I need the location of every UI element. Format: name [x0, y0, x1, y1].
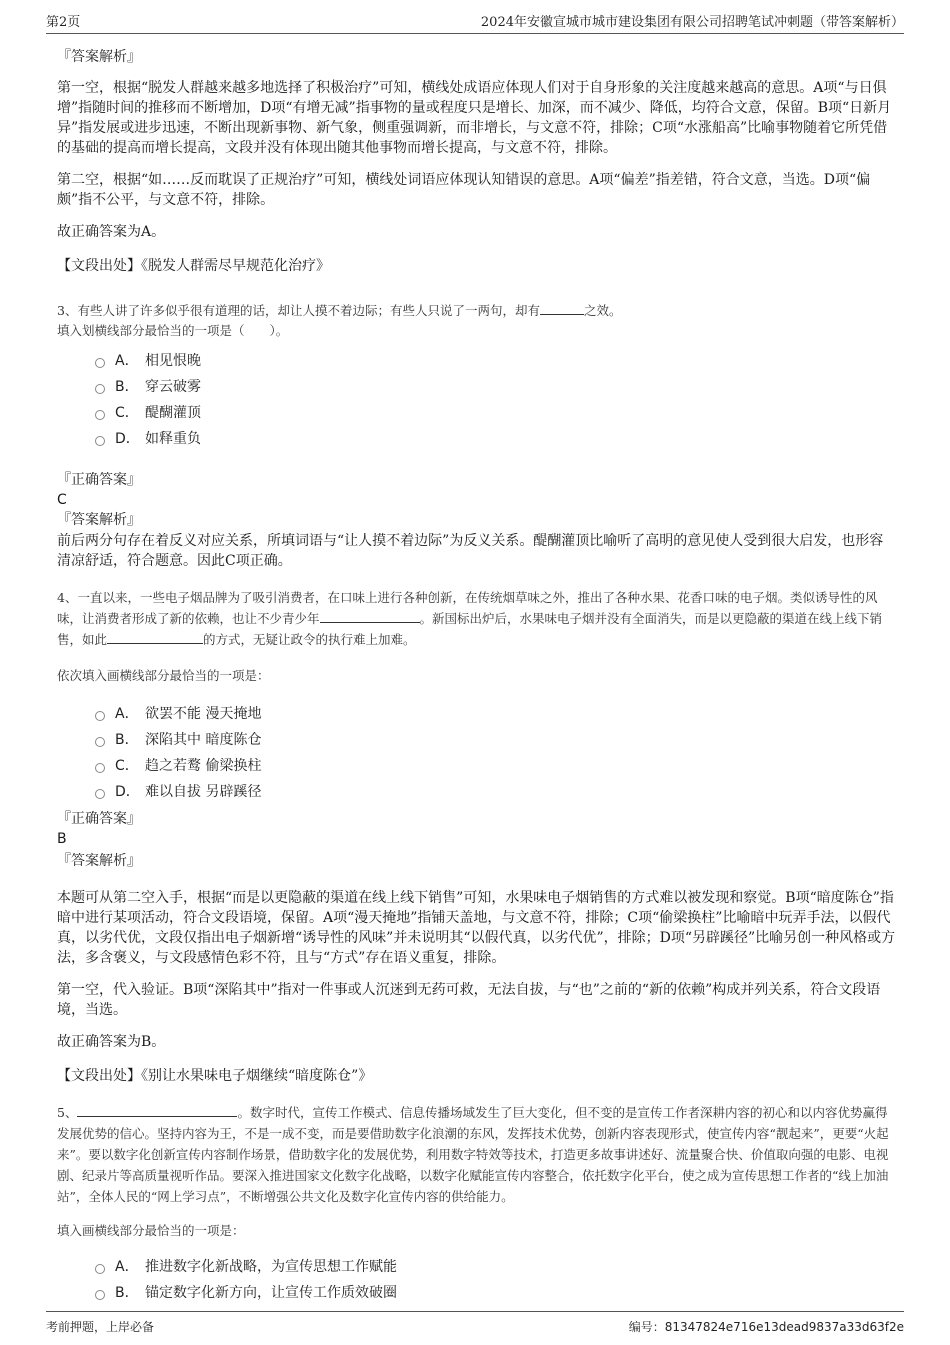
- q3-stem-text: 3、有些人讲了许多似乎很有道理的话，却让人摸不着边际；有些人只说了一两句，却有: [57, 303, 540, 318]
- footer-code: 81347824e716e13dead9837a33d63f2e: [664, 1320, 904, 1334]
- q3-options: [57, 347, 897, 451]
- q3-answer: C: [57, 492, 67, 508]
- source-prefix: 【文段出处】: [57, 258, 141, 274]
- q4-option-b[interactable]: [57, 726, 897, 752]
- radio-icon[interactable]: [95, 711, 105, 721]
- footer-code-block: [629, 1318, 904, 1335]
- option-text: 醍醐灌顶: [145, 405, 201, 421]
- q5-number: 5、: [57, 1105, 78, 1120]
- q4-option-a[interactable]: [57, 700, 897, 726]
- source-title: 《脱发人群需尽早规范化治疗》: [141, 258, 330, 274]
- correct-answer-label: 『正确答案』: [57, 472, 141, 488]
- q2-source: [57, 256, 897, 276]
- footer-code-label: 编号：: [628, 1320, 665, 1334]
- q3-analysis: 前后两分句存在着反义对应关系，所填词语与“让人摸不着边际”为反义关系。醍醐灌顶比喻听了高明的意见使人受到很大启发，也形容清凉舒适，符合题意。因此C项正确。: [57, 533, 884, 569]
- option-letter: A．: [115, 353, 139, 369]
- fill-blank: [107, 630, 203, 644]
- q3-option-b[interactable]: [57, 373, 897, 399]
- option-text: 相见恨晚: [145, 353, 201, 369]
- analysis-label: 『答案解析』: [57, 49, 141, 65]
- page-number: 第2页: [46, 15, 81, 30]
- q5-stem-text: 。数字时代，宣传工作模式、信息传播场域发生了巨大变化，但不变的是宣传工作者深耕内容的初心和以内容优势赢得发展优势的信心。坚持内容为王，不是一成不变，而是要借助数字化浪潮的东风，发挥技术优势，创新内容表现形式，使宣传内容“靓起来”，更要“火起来”。要以数字化创新宣传内容制作场景，借助数字化的发展优势，利用数字特效等技术，打造更多故事讲述好、流量聚合快、价值取向强的电影、电视剧、纪录片等高质量视听作品。要深入推进国家文化数字化战略，以数字化赋能宣传内容整合，依托数字化平台，使之成为宣传思想工作者的“线上加油站”，全体人民的“网上学习点”，不断增强公共文化及数字化宣传内容的供给能力。: [57, 1105, 889, 1204]
- q4-answer: B: [57, 831, 67, 847]
- document-title: 2024年安徽宣城市城市建设集团有限公司招聘笔试冲刺题（带答案解析）: [480, 15, 904, 30]
- option-letter: B．: [115, 732, 139, 748]
- q4-conclusion: 故正确答案为B。: [57, 1034, 166, 1050]
- fill-blank: [77, 1103, 237, 1117]
- q4-option-d[interactable]: [57, 778, 897, 804]
- option-text: 穿云破雾: [145, 379, 201, 395]
- q4-source: [57, 1066, 897, 1086]
- option-letter: B．: [115, 379, 139, 395]
- q4-analysis-p2: 第一空，代入验证。B项“深陷其中”指对一件事或人沉迷到无药可救，无法自拔，与“也”之前的“新的依赖”构成并列关系，符合文段语境，当选。: [57, 982, 881, 1018]
- q5-options: [57, 1253, 897, 1305]
- footer-slogan: 考前押题，上岸必备: [46, 1320, 155, 1334]
- q2-analysis-p2: 第二空，根据“如……反而耽误了正规治疗”可知，横线处词语应体现认知错误的意思。A项“偏差”指差错，符合文意，当选。D项“偏颇”指不公平，与文意不符，排除。: [57, 172, 871, 208]
- option-text: 锚定数字化新方向，让宣传工作质效破圈: [145, 1285, 397, 1301]
- page-footer: [46, 1311, 904, 1341]
- q4-prompt: 依次填入画横线部分最恰当的一项是：: [57, 668, 270, 683]
- q2-analysis-p1: 第一空，根据“脱发人群越来越多地选择了积极治疗”可知，横线处成语应体现人们对于自身形象的关注度越来越高的意思。A项“与日俱增”指随时间的推移而不断增加，D项“有增无减”指事物的量或程度只是增长、加深，而不减少、降低，均符合文意，保留。B项“日新月异”指发展或进步迅速，不断出现新事物、新气象，侧重强调新，而非增长，与文意不符，排除；C项“水涨船高”比喻事物随着它所凭借的基础的提高而增长提高，文段并没有体现出随其他事物而增长提高，与文意不符，排除。: [57, 80, 892, 156]
- option-text: 难以自拔 另辟蹊径: [145, 784, 262, 800]
- radio-icon[interactable]: [95, 384, 105, 394]
- q4-stem-text-end: 的方式，无疑让政令的执行难上加难。: [203, 632, 416, 647]
- q3-option-a[interactable]: [57, 347, 897, 373]
- q3-option-c[interactable]: [57, 399, 897, 425]
- q5-option-a[interactable]: [57, 1253, 897, 1279]
- analysis-label: 『答案解析』: [57, 512, 141, 528]
- q4-options: [57, 700, 897, 804]
- page-header: [46, 8, 904, 34]
- fill-blank: [320, 609, 420, 623]
- radio-icon[interactable]: [95, 737, 105, 747]
- radio-icon[interactable]: [95, 410, 105, 420]
- q3-stem-text-end: 之效。: [583, 303, 622, 318]
- q5-stem: [57, 1102, 897, 1207]
- q4-stem-text-mid: 。新国标出炉后，水果味电子烟并没有全面消失，而是以更隐蔽的渠道在线上线下销售，如此: [57, 611, 883, 647]
- q4-stem: [57, 587, 897, 650]
- option-letter: C．: [115, 405, 139, 421]
- option-text: 推进数字化新战略，为宣传思想工作赋能: [145, 1259, 397, 1275]
- option-letter: D．: [115, 431, 140, 447]
- q4-stem-text: 4、一直以来，一些电子烟品牌为了吸引消费者，在口味上进行各种创新，在传统烟草味之外，推出了各种水果、花香口味的电子烟。类似诱导性的风味，让消费者形成了新的依赖，也让不少青少年: [57, 590, 878, 626]
- source-title: 《别让水果味电子烟继续“暗度陈仓”》: [141, 1068, 373, 1084]
- q4-analysis-p1: 本题可从第二空入手，根据“而是以更隐蔽的渠道在线上线下销售”可知，水果味电子烟销售的方式难以被发现和察觉。B项“暗度陈仓”指暗中进行某项活动，符合文段语境，保留。A项“漫天掩地”指铺天盖地，与文意不符，排除；C项“偷梁换柱”比喻暗中玩弄手法，以假代真，以劣代优，文段仅指出电子烟新增“诱导性的风味”并未说明其“以假代真，以劣代优”，排除；D项“另辟蹊径”比喻另创一种风格或方法，多含褒义，与文段感情色彩不符，且与“方式”存在语义重复，排除。: [57, 890, 896, 966]
- q3-prompt: 填入划横线部分最恰当的一项是（ ）。: [57, 323, 289, 338]
- option-text: 趋之若鹜 偷梁换柱: [145, 758, 262, 774]
- radio-icon[interactable]: [95, 1290, 105, 1300]
- option-letter: B．: [115, 1285, 139, 1301]
- q4-option-c[interactable]: [57, 752, 897, 778]
- option-letter: A．: [115, 1259, 139, 1275]
- radio-icon[interactable]: [95, 1264, 105, 1274]
- option-text: 深陷其中 暗度陈仓: [145, 732, 262, 748]
- fill-blank: [540, 301, 584, 315]
- q3-option-d[interactable]: [57, 425, 897, 451]
- radio-icon[interactable]: [95, 789, 105, 799]
- option-letter: D．: [115, 784, 140, 800]
- radio-icon[interactable]: [95, 358, 105, 368]
- analysis-label: 『答案解析』: [57, 853, 141, 869]
- option-letter: C．: [115, 758, 139, 774]
- q5-option-b[interactable]: [57, 1279, 897, 1305]
- option-letter: A．: [115, 706, 139, 722]
- radio-icon[interactable]: [95, 763, 105, 773]
- radio-icon[interactable]: [95, 436, 105, 446]
- option-text: 欲罢不能 漫天掩地: [145, 706, 262, 722]
- correct-answer-label: 『正确答案』: [57, 811, 141, 827]
- source-prefix: 【文段出处】: [57, 1068, 141, 1084]
- q3-stem: [57, 300, 897, 321]
- q5-prompt: 填入画横线部分最恰当的一项是：: [57, 1223, 245, 1238]
- q2-conclusion: 故正确答案为A。: [57, 224, 166, 240]
- option-text: 如释重负: [145, 431, 201, 447]
- page-content: [57, 46, 897, 1305]
